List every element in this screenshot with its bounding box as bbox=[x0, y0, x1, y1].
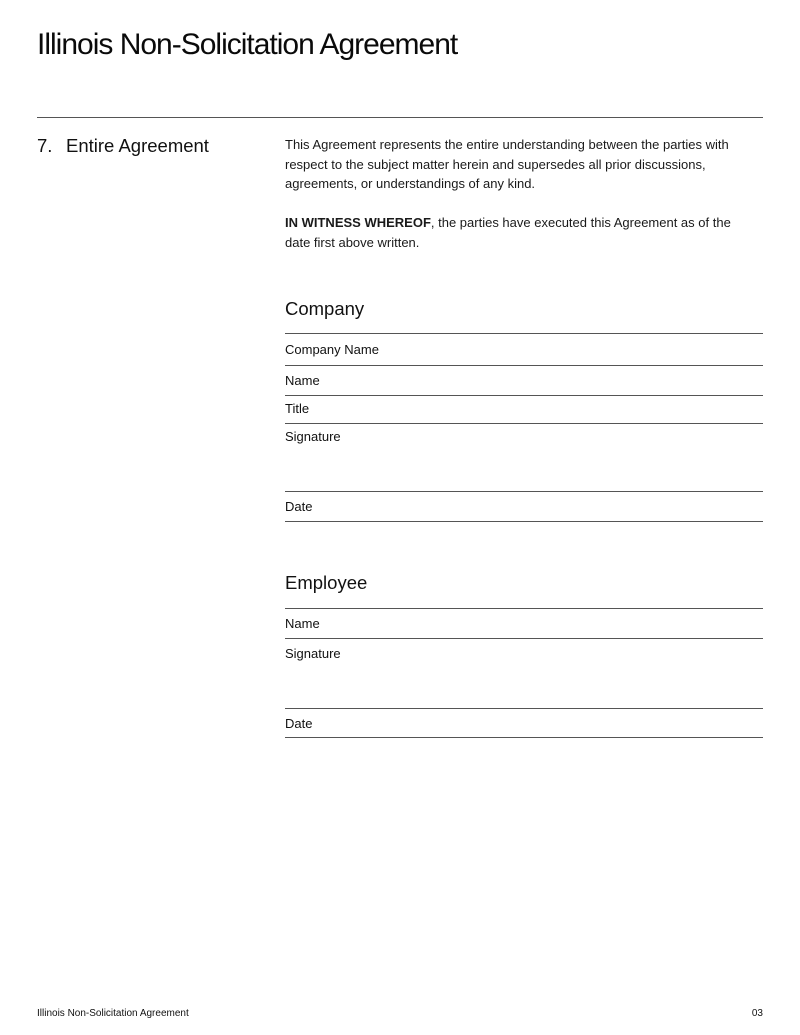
employee-name-field-label: Name bbox=[285, 616, 320, 631]
witness-text: , the parties have executed this Agreement as of the date first above written. bbox=[285, 215, 731, 250]
footer-document-title: Illinois Non-Solicitation Agreement bbox=[37, 1008, 189, 1019]
employee-block-rule bbox=[285, 608, 763, 609]
company-title-field-line[interactable] bbox=[285, 423, 763, 424]
section-heading bbox=[37, 135, 209, 157]
employee-signature-field-line[interactable] bbox=[285, 708, 763, 709]
document-title: Illinois Non-Solicitation Agreement bbox=[37, 28, 458, 61]
company-date-field-line[interactable] bbox=[285, 521, 763, 522]
employee-name-field-line[interactable] bbox=[285, 638, 763, 639]
company-date-field-label: Date bbox=[285, 499, 313, 514]
company-name-field-line[interactable] bbox=[285, 365, 763, 366]
footer-page-number: 03 bbox=[751, 1008, 763, 1019]
company-signer-name-field-line[interactable] bbox=[285, 395, 763, 396]
company-block-rule bbox=[285, 333, 763, 334]
company-signature-field-line[interactable] bbox=[285, 491, 763, 492]
company-name-field-label: Company Name bbox=[285, 342, 379, 357]
company-signature-field-label: Signature bbox=[285, 429, 341, 444]
company-title-field-label: Title bbox=[285, 401, 310, 416]
company-block-title: Company bbox=[285, 298, 365, 319]
employee-date-field-line[interactable] bbox=[285, 737, 763, 738]
employee-block-title: Employee bbox=[285, 572, 368, 593]
witness-bold-text: IN WITNESS WHEREOF bbox=[285, 215, 431, 230]
entire-agreement-paragraph: This Agreement represents the entire understanding between the parties with respect to the subject matter herein and supersedes all prior discussions, agreements, or understandings of any kind. bbox=[285, 137, 729, 191]
section-heading-text: Entire Agreement bbox=[66, 135, 209, 156]
employee-date-field-label: Date bbox=[285, 716, 313, 731]
witness-paragraph bbox=[285, 213, 755, 252]
employee-signature-field-label: Signature bbox=[285, 646, 341, 661]
title-divider bbox=[37, 117, 763, 118]
section-number: 7. bbox=[37, 135, 53, 156]
company-signer-name-field-label: Name bbox=[285, 373, 320, 388]
